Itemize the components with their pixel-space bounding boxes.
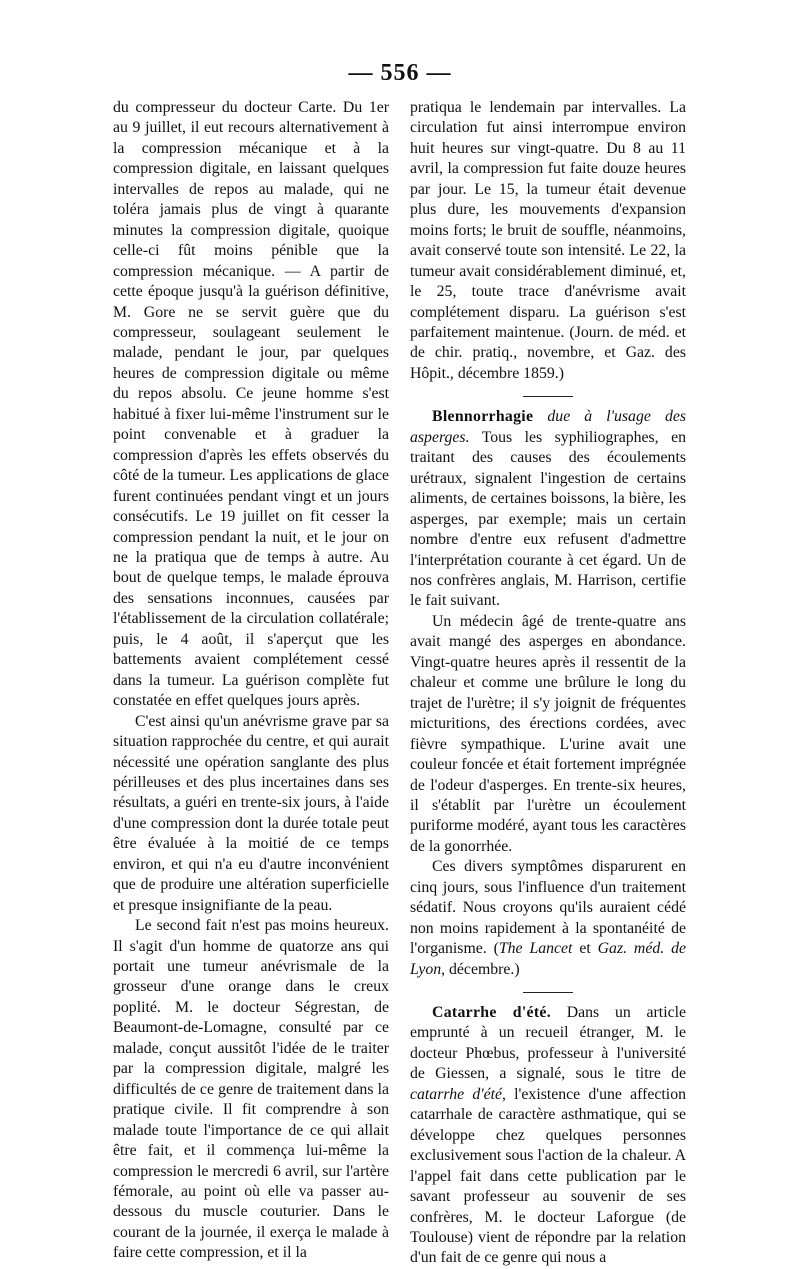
entry-heading-italic: due à l'usage des asperges.	[410, 408, 686, 446]
entry-heading: Catarrhe d'été.	[432, 1004, 551, 1022]
entry-text: Tous les syphiliographes, en traitant des causes des écoulements urétraux, signalent l'ingestion de certains aliments, de certaines boissons, la bière, les asperges, par exemple; mais un certain nombre d'entre eux refusent d'admettre l'interprétation courante à cet égard. Un de nos confrères anglais, M. Harrison, certifie le fait suivant.	[410, 428, 686, 610]
right-continuation-paragraph: pratiqua le lendemain par intervalles. La circulation fut ainsi interrompue environ huit heures sur vingt-quatre. Du 8 au 11 avril, la compression fut faite douze heures par jour. Le 15, la tumeur était devenue plus dure, les mouvements d'expansion moins forts; le bruit de souffle, néanmoins, avait conservé toute son intensité. Le 22, la tumeur avait considérablement diminué, et, le 25, toute trace d'anévrisme avait complétement disparu. La guérison s'est parfaitement maintenue. (Journ. de méd. et de chir. pratiq., novembre, et Gaz. des Hôpit., décembre 1859.)	[410, 99, 686, 382]
entry-heading: Blennorrhagie	[432, 408, 534, 426]
entry-paragraph: Un médecin âgé de trente-quatre ans avait mangé des asperges en abondance. Vingt-quatre heures après il ressentit de la chaleur et comme une brûlure le long du trajet de l'urètre; il s'y joignit de fréquentes micturitions, des érections cordées, avec fièvre sympathique. L'urine avait une couleur foncée et était fortement imprégnée de l'odeur d'asperges. En trente-six heures, il s'établit par l'urètre un écoulement puriforme modéré, ayant tous les caractères de la gonorrhée.	[410, 612, 686, 855]
entry-text: Ces divers symptômes disparurent en cinq jours, sous l'influence d'un traitement sédatif. Nous croyons qu'ils auraient cédé non moins rapidement à la spontanéité de l'organisme. (	[410, 858, 686, 958]
section-divider	[523, 396, 573, 397]
entry-text: Dans un article emprunté à un recueil étranger, M. le docteur Phœbus, professeur à l'université de Giessen, a signalé, sous le titre de	[410, 1004, 686, 1083]
source-citation: Gaz. méd. de Lyon	[410, 940, 686, 978]
entry-italic-title: catarrhe d'été	[410, 1085, 503, 1103]
entry-text: , décembre.)	[441, 960, 520, 978]
right-column	[410, 98, 686, 1269]
left-column	[113, 98, 389, 1264]
entry-text: , l'existence d'une affection catarrhale de caractère asthmatique, qui se développe chez quelques personnes exclusivement sous l'action de la chaleur. A l'appel fait dans cette publication par le savant professeur au souvenir de ses confrères, M. le docteur Laforgue (de Toulouse) vient de répondre par la relation d'un fait de ce genre qui nous a	[410, 1085, 686, 1267]
entry-paragraph	[410, 857, 686, 980]
left-paragraph-2: C'est ainsi qu'un anévrisme grave par sa situation rapprochée du centre, et qui aurait nécessité une opération sanglante des plus périlleuses et des plus incertaines dans ses résultats, a guéri en trente-six jours, à l'aide d'une compression dont la durée totale peut être évaluée à la moitié de ce temps environ, et qui n'a eu d'autre inconvénient que de produire une altération superficielle et presque insignifiante de la peau.	[113, 712, 389, 914]
entry-blennorrhagie-intro	[410, 407, 686, 612]
left-paragraph-3: Le second fait n'est pas moins heureux. Il s'agit d'un homme de quatorze ans qui portait une tumeur anévrismale de la grosseur d'une orange dans le creux poplité. M. le docteur Ségrestan, de Beaumont-de-Lomagne, consulté par ce malade, conçut aussitôt l'idée de le traiter par la compression digitale, malgré les difficultés de ce genre de traitement dans la pratique civile. Il fit comprendre à son malade toute l'importance de ce qui allait être fait, et il commença lui-même la compression le mercredi 6 avril, sur l'artère fémorale, au point où elle va passer au-dessous du muscle couturier. Dans le courant de la journée, il exerça le malade à faire cette compression, et il la	[113, 917, 389, 1262]
source-citation: The Lancet	[498, 940, 573, 958]
entry-blennorrhagie	[410, 407, 686, 980]
entry-text: et	[572, 940, 598, 958]
left-paragraph-1: du compresseur du docteur Carte. Du 1er au 9 juillet, il eut recours alternativement à la compression mécanique et à la compression digitale, en laissant quelques intervalles de repos au malade, qui ne toléra jamais plus de vingt à quarante minutes la compression digitale, quoique celle-ci fût moins pénible que la compression mécanique. — A partir de cette époque jusqu'à la guérison définitive, M. Gore ne se servit guère que du compresseur, soulageant seulement le malade, pendant le jour, par quelques heures de compression digitale ou même du repos absolu. Ce jeune homme s'est habitué à fixer lui-même l'instrument sur le point convenable et à graduer la compression d'après les effets observés du côté de la tumeur. Les applications de glace furent continuées pendant vingt et un jours consécutifs. Le 19 juillet on fit cesser la compression pendant la nuit, et le jour on ne la pratiqua que de temps à autre. Au bout de quelque temps, le malade éprouva des sensations inconnues, causées par l'établissement de la circulation collatérale; puis, le 4 août, il s'aperçut que les battements avaient complétement cessé dans la tumeur. La guérison complète fut constatée en effet quelques jours après.	[113, 99, 389, 710]
page-number: — 556 —	[348, 60, 452, 86]
section-divider	[523, 992, 573, 993]
entry-catarrhe	[410, 1003, 686, 1269]
entry-catarrhe-intro	[410, 1003, 686, 1269]
